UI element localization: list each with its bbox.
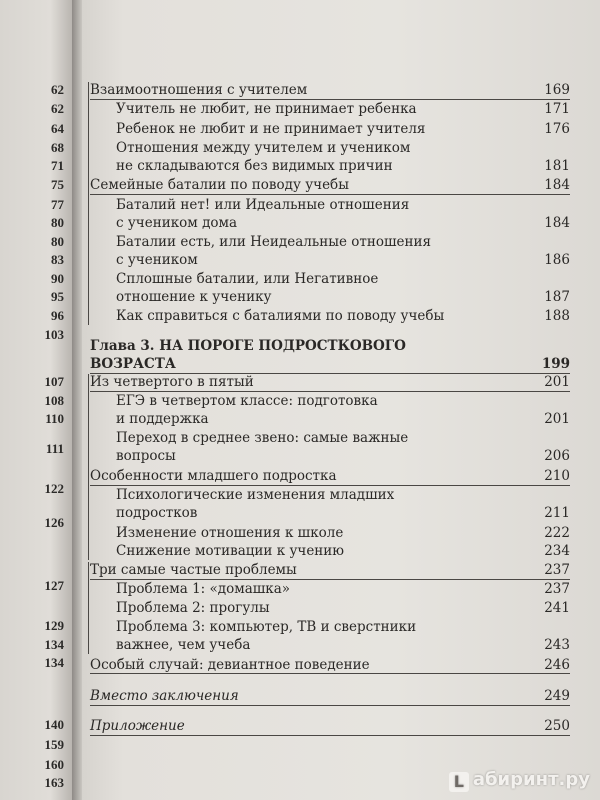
toc-entry (116, 411, 209, 428)
prev-page-number: 83 (51, 252, 64, 267)
prev-page-number: 126 (44, 515, 64, 530)
toc-rule (90, 373, 570, 374)
toc-entry (116, 271, 378, 288)
toc-page-number: 246 (544, 657, 570, 673)
prev-page-number: 62 (51, 101, 64, 116)
toc-entry-title: Три самые частые проблемы (90, 562, 297, 578)
toc-page-number: 199 (541, 356, 570, 372)
toc-entry (116, 430, 408, 447)
toc-entry-title: Особенности младшего подростка (90, 468, 337, 484)
toc-entry-title: Баталии есть, или Неидеальные отношения (116, 234, 431, 250)
prev-page-number: 160 (44, 757, 64, 772)
toc-rule (90, 99, 570, 100)
toc-page-number: 222 (544, 525, 570, 541)
watermark-text: абиринт.ру (472, 769, 590, 790)
toc-entry-title: Баталий нет! или Идеальные отношения (116, 197, 410, 213)
toc-entry (116, 600, 270, 617)
toc-page-number: 243 (544, 637, 570, 653)
toc-entry (116, 158, 393, 175)
toc-entry-title: Глава 3. НА ПОРОГЕ ПОДРОСТКОВОГО (90, 338, 406, 354)
prev-page-number: 96 (51, 308, 64, 323)
toc-entry (116, 619, 416, 636)
toc-entry (90, 718, 185, 735)
toc-entry (116, 252, 198, 269)
toc-entry-title: Проблема 3: компьютер, ТВ и сверстники (116, 619, 417, 635)
toc-rule (90, 391, 570, 392)
prev-page-number: 111 (45, 441, 64, 456)
prev-page-number: 95 (51, 289, 64, 304)
toc-entry (116, 289, 272, 306)
prev-page-number: 68 (51, 140, 64, 155)
toc-entry (116, 581, 290, 598)
prev-page-number: 80 (51, 215, 64, 230)
toc-entry-title: Как справиться с баталиями по поводу учебы (116, 308, 445, 324)
prev-page-number: 77 (51, 197, 64, 212)
toc-entry-title: Приложение (90, 718, 185, 734)
toc-page-number: 181 (544, 158, 570, 174)
prev-page-number: 163 (44, 775, 64, 790)
toc-entry (116, 215, 237, 232)
toc-entry (90, 562, 297, 579)
prev-page-number: 64 (51, 121, 64, 136)
toc-entry (116, 543, 344, 560)
toc-page-number: 201 (544, 411, 570, 427)
toc-rule (90, 485, 570, 486)
toc-entry (116, 140, 410, 157)
toc-entry (90, 657, 370, 674)
toc-entry-title: Вместо заключения (90, 688, 239, 704)
prev-page-number: 140 (44, 717, 64, 732)
toc-page-number: 206 (544, 448, 570, 464)
toc-entry-title: Ребенок не любит и не принимает учителя (116, 121, 426, 137)
toc-entry-title: Учитель не любит, не принимает ребенка (116, 101, 417, 117)
toc-entry-title: Проблема 2: прогулы (116, 600, 270, 616)
toc-page-number: 237 (544, 581, 570, 597)
toc-entry (90, 374, 254, 391)
toc-entry-title: Особый случай: девиантное поведение (90, 657, 370, 673)
toc-page-number: 186 (544, 252, 570, 268)
toc-group-bar (88, 562, 89, 654)
toc-entry-title: ВОЗРАСТА (90, 356, 176, 372)
toc-entry (90, 468, 337, 485)
toc-entry (116, 505, 197, 522)
toc-entry (116, 121, 425, 138)
prev-page-number: 127 (44, 578, 64, 593)
watermark (449, 769, 590, 792)
toc-group-bar (88, 82, 89, 325)
toc-entry (116, 101, 417, 118)
toc-entry (116, 487, 394, 504)
toc-entry (90, 82, 307, 99)
toc-entry (116, 637, 250, 654)
prev-page-number: 80 (51, 234, 64, 249)
toc-entry-title: с учеником дома (116, 215, 238, 231)
prev-page-number: 103 (44, 327, 64, 342)
toc-page-number: 250 (544, 718, 570, 734)
book-gutter (72, 0, 82, 800)
toc-entry-title: ЕГЭ в четвертом классе: подготовка (116, 393, 378, 409)
toc-entry (116, 393, 378, 410)
toc-page-number: 184 (544, 177, 570, 193)
toc-entry-title: подростков (116, 505, 198, 521)
toc-rule (90, 705, 570, 706)
toc-entry-title: Проблема 1: «домашка» (116, 581, 291, 597)
toc-entry-title: Семейные баталии по поводу учебы (90, 177, 349, 193)
toc-page-number: 211 (544, 505, 570, 521)
toc-rule (90, 194, 570, 195)
toc-entry-title: Взаимоотношения с учителем (90, 82, 308, 98)
toc-entry-title: Снижение мотивации к учению (116, 543, 345, 559)
toc-page-number: 171 (544, 101, 570, 117)
prev-page-number: 129 (44, 618, 64, 633)
prev-page-number: 62 (51, 82, 64, 97)
toc-entry-title: важнее, чем учеба (116, 637, 251, 653)
toc-entry (90, 177, 349, 194)
toc-entry-title: и поддержка (116, 411, 209, 427)
toc-entry-title: Из четвертого в пятый (90, 374, 254, 390)
toc-rule (90, 579, 570, 580)
toc-page-number: 241 (544, 600, 570, 616)
toc-entry-title: не складываются без видимых причин (116, 158, 393, 174)
toc-page-number: 210 (544, 468, 570, 484)
toc-entry (116, 448, 176, 465)
toc-entry (116, 525, 343, 542)
prev-page-number: 108 (44, 393, 64, 408)
toc-page-number: 188 (544, 308, 570, 324)
toc-entry (116, 197, 409, 214)
toc-entry (90, 338, 406, 355)
toc-entry-title: вопросы (116, 448, 176, 464)
toc-page (82, 0, 600, 800)
toc-entry-title: Изменение отношения к школе (116, 525, 344, 541)
prev-page-number: 75 (51, 177, 64, 192)
toc-entry (90, 688, 239, 705)
toc-page-number: 187 (544, 289, 570, 305)
toc-page-number: 237 (544, 562, 570, 578)
toc-entry-title: отношение к ученику (116, 289, 272, 305)
toc-rule (90, 673, 570, 674)
prev-page-number: 107 (44, 374, 64, 389)
toc-group-bar (88, 374, 89, 560)
toc-entry-title: Сплошные баталии, или Негативное (116, 271, 379, 287)
toc-rule (90, 735, 570, 736)
prev-page-number: 159 (44, 737, 64, 752)
toc-page-number: 176 (544, 121, 570, 137)
prev-page-number: 110 (45, 411, 64, 426)
prev-page-number: 134 (44, 655, 64, 670)
toc-page-number: 201 (544, 374, 570, 390)
toc-page-number: 169 (544, 82, 570, 98)
toc-entry-title: Отношения между учителем и учеником (116, 140, 411, 156)
toc-page-number: 234 (544, 543, 570, 559)
previous-page (0, 0, 72, 800)
toc-entry (116, 308, 444, 325)
labirint-logo-icon: L (449, 772, 469, 792)
toc-page-number: 249 (544, 688, 570, 704)
toc-entry-title: Переход в среднее звено: самые важные (116, 430, 409, 446)
prev-page-number: 122 (44, 481, 64, 496)
prev-page-number: 71 (51, 158, 64, 173)
prev-page-number: 90 (51, 271, 64, 286)
prev-page-number: 134 (44, 637, 64, 652)
toc-entry (90, 356, 176, 373)
toc-page-number: 184 (544, 215, 570, 231)
toc-entry-title: с учеником (116, 252, 198, 268)
toc-entry (116, 234, 431, 251)
toc-entry-title: Психологические изменения младших (116, 487, 395, 503)
